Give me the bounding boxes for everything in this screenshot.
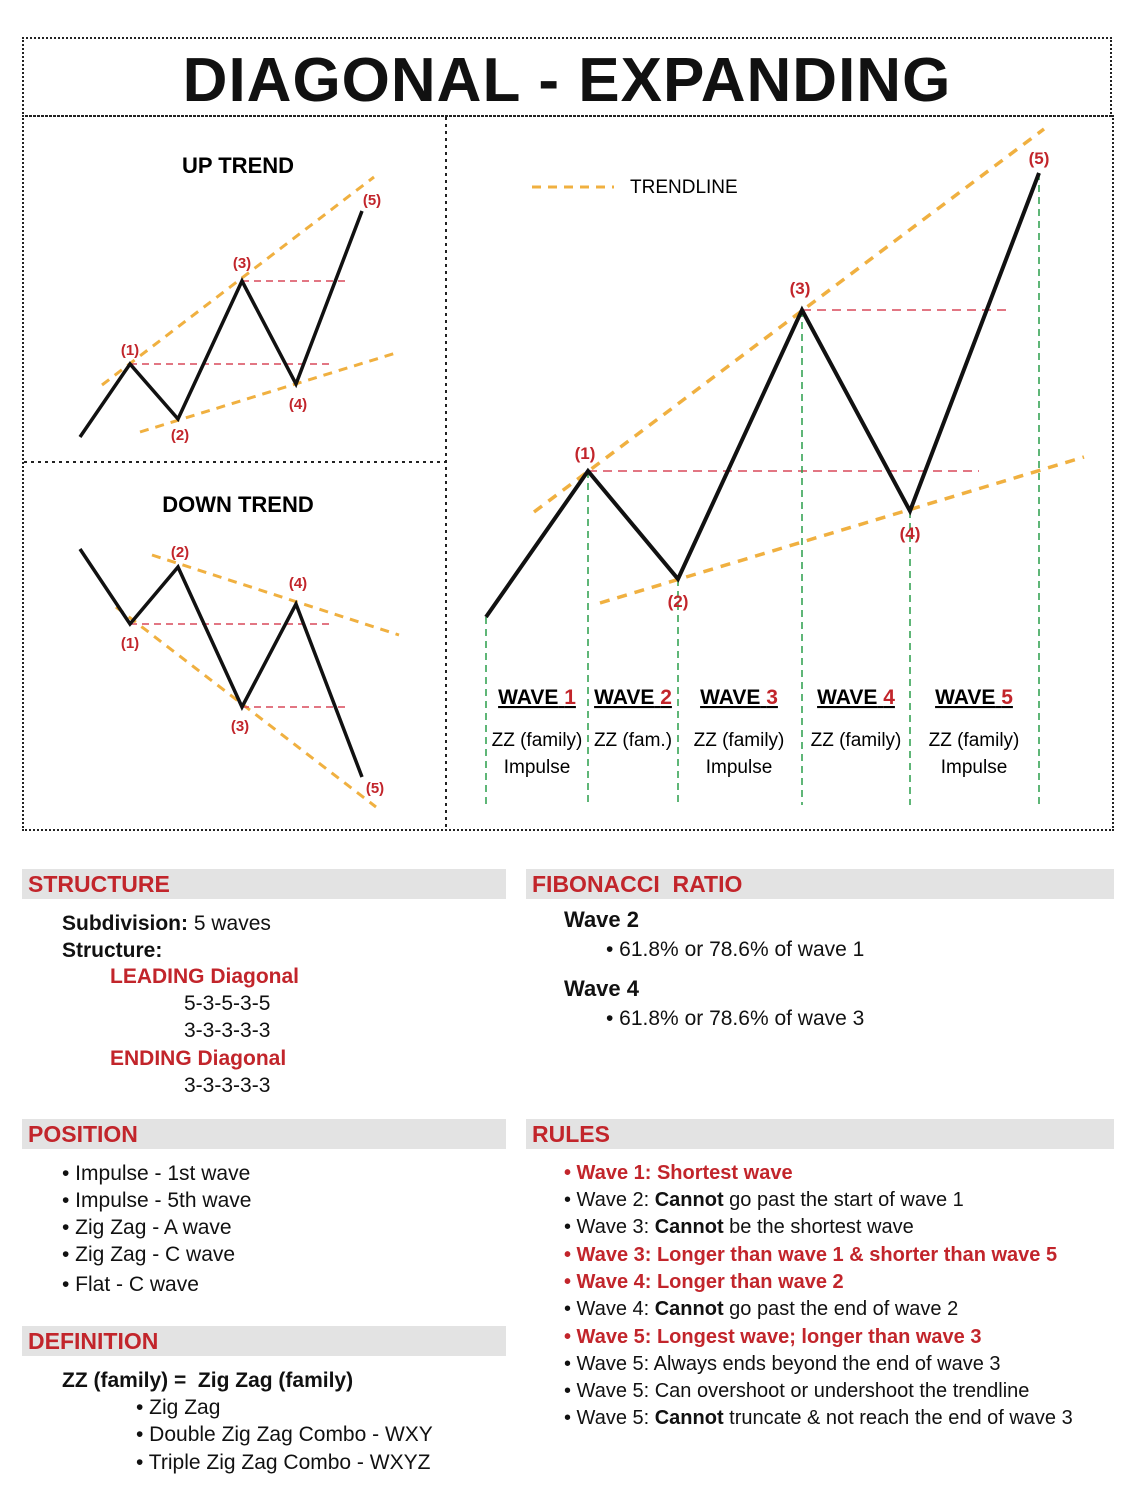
rule-text-rest: truncate & not reach the end of wave 3 (723, 1407, 1073, 1429)
down-price-path (80, 549, 362, 777)
rule-text: • Wave 3: (564, 1216, 655, 1238)
rule-text: • Wave 5: Always ends beyond the end of wave 3 (564, 1353, 1001, 1375)
structure-header (22, 869, 506, 899)
rule-text-rest: go past the end of wave 2 (723, 1298, 959, 1320)
rule-text: • Wave 5: (564, 1407, 655, 1429)
wave-1-descriptor (492, 686, 583, 778)
ending-value-1: 3-3-3-3-3 (184, 1074, 271, 1097)
rule-emphasis: Cannot (654, 1216, 724, 1238)
legend-trendline-label: TRENDLINE (630, 177, 738, 198)
main-label-2: (2) (667, 592, 689, 611)
rule-emphasis: Cannot (654, 1407, 724, 1429)
position-item: • Flat - C wave (62, 1273, 199, 1296)
wave-4-descriptor (811, 686, 902, 751)
position-item: • Impulse - 1st wave (62, 1162, 251, 1185)
wave-5-line1: ZZ (family) (928, 730, 1020, 751)
rule-item (564, 1407, 1073, 1430)
wave-3-word: WAVE (700, 686, 761, 709)
wave-4-line1: ZZ (family) (810, 730, 902, 751)
rule-text-rest: go past the start of wave 1 (723, 1189, 964, 1211)
wave-5-num: 5 (1001, 686, 1013, 709)
definition-item: • Triple Zig Zag Combo - WXYZ (136, 1451, 431, 1474)
definition-header (22, 1326, 506, 1356)
rule-item (564, 1353, 1001, 1376)
up-trend-title: UP TREND (181, 153, 295, 178)
down-label-2: (2) (170, 544, 190, 561)
wave-4-num: 4 (883, 686, 895, 709)
leading-value-1: 5-3-5-3-5 (184, 992, 271, 1015)
structure-label: Structure: (62, 939, 163, 962)
fib-wave2-heading: Wave 2 (564, 907, 640, 932)
rule-text: • Wave 4: Longer than wave 2 (564, 1271, 844, 1293)
rule-item (564, 1189, 964, 1212)
down-label-3: (3) (230, 718, 250, 735)
rule-item (564, 1271, 844, 1294)
down-trend-title: DOWN TREND (162, 492, 314, 517)
main-label-4: (4) (899, 524, 921, 543)
fibonacci-header (526, 869, 1114, 899)
wave-5-descriptor (929, 686, 1020, 778)
rule-text: • Wave 4: (564, 1298, 655, 1320)
svg-text:WAVE 5 (935, 686, 1013, 709)
fibonacci-title: FIBONACCI RATIO (532, 871, 743, 897)
up-label-4: (4) (288, 396, 308, 413)
svg-text:WAVE 1 (498, 686, 576, 709)
wave-1-word: WAVE (498, 686, 559, 709)
rule-item (564, 1244, 1057, 1267)
main-label-3: (3) (789, 279, 811, 298)
wave-3-descriptor (694, 686, 785, 778)
wave-2-num: 2 (660, 686, 672, 709)
down-label-4: (4) (288, 575, 308, 592)
fib-wave4-heading: Wave 4 (564, 976, 640, 1001)
svg-text:WAVE 4 (817, 686, 895, 709)
ending-diagonal: ENDING Diagonal (110, 1047, 287, 1070)
wave-2-word: WAVE (594, 686, 655, 709)
position-item: • Zig Zag - C wave (62, 1243, 236, 1266)
wave-1-num: 1 (564, 686, 576, 709)
subdivision-label: Subdivision: (62, 912, 188, 935)
up-label-2: (2) (170, 427, 190, 444)
rules-title: RULES (532, 1121, 610, 1147)
main-upper-trendline (534, 129, 1044, 512)
rule-emphasis: Cannot (654, 1298, 724, 1320)
position-item: • Impulse - 5th wave (62, 1189, 252, 1212)
definition-title: DEFINITION (28, 1328, 159, 1354)
down-label-5: (5) (365, 780, 385, 797)
structure-title: STRUCTURE (28, 871, 170, 897)
up-price-path (80, 211, 362, 437)
wave-4-word: WAVE (817, 686, 878, 709)
rule-item (564, 1326, 981, 1349)
wave-3-line2: Impulse (705, 757, 773, 778)
diagram-panel (22, 115, 1114, 831)
leading-value-2: 3-3-3-3-3 (184, 1019, 271, 1042)
main-label-5: (5) (1028, 149, 1050, 168)
main-label-1: (1) (574, 444, 596, 463)
rule-text: • Wave 2: (564, 1189, 655, 1211)
rules-header (526, 1119, 1114, 1149)
rule-text-rest: be the shortest wave (723, 1216, 914, 1238)
wave-1-line2: Impulse (503, 757, 571, 778)
rule-item (564, 1216, 914, 1239)
leading-diagonal: LEADING Diagonal (110, 965, 300, 988)
rule-item (564, 1380, 1029, 1403)
main-lower-trendline (600, 457, 1084, 603)
fib-wave4-text: • 61.8% or 78.6% of wave 3 (606, 1007, 865, 1030)
rule-text: • Wave 1: Shortest wave (564, 1162, 793, 1184)
definition-item: • Zig Zag (136, 1396, 221, 1419)
wave-5-word: WAVE (935, 686, 996, 709)
diagram-svg (24, 117, 1112, 829)
down-label-1: (1) (120, 635, 140, 652)
rule-item (564, 1162, 793, 1185)
fib-wave2-text: • 61.8% or 78.6% of wave 1 (606, 938, 865, 961)
subdivision-value: 5 waves (188, 912, 271, 935)
up-label-5: (5) (362, 192, 382, 209)
rule-text: • Wave 5: Can overshoot or undershoot the trendline (564, 1380, 1030, 1402)
definition-item: • Double Zig Zag Combo - WXY (136, 1423, 433, 1446)
up-upper-trendline (102, 177, 374, 385)
svg-text:WAVE 2 (594, 686, 672, 709)
svg-text:WAVE 3 (700, 686, 778, 709)
wave-3-num: 3 (766, 686, 778, 709)
rule-item (564, 1298, 958, 1321)
position-header (22, 1119, 506, 1149)
title-box (22, 37, 1112, 117)
page-title: DIAGONAL - EXPANDING (182, 46, 952, 115)
rule-text: • Wave 3: Longer than wave 1 & shorter than wave 5 (564, 1244, 1058, 1266)
up-label-3: (3) (232, 255, 252, 272)
rule-emphasis: Cannot (654, 1189, 724, 1211)
subdivision-line (62, 912, 271, 936)
up-label-1: (1) (120, 342, 140, 359)
wave-5-line2: Impulse (940, 757, 1008, 778)
wave-2-descriptor (594, 686, 672, 751)
wave-1-line1: ZZ (family) (491, 730, 583, 751)
rule-text: • Wave 5: Longest wave; longer than wave 3 (564, 1326, 982, 1348)
wave-2-line1: ZZ (fam.) (593, 730, 673, 751)
definition-heading: ZZ (family) = Zig Zag (family) (62, 1369, 354, 1392)
position-title: POSITION (28, 1121, 138, 1147)
position-item: • Zig Zag - A wave (62, 1216, 232, 1239)
wave-3-line1: ZZ (family) (693, 730, 785, 751)
main-price-path (486, 173, 1039, 617)
